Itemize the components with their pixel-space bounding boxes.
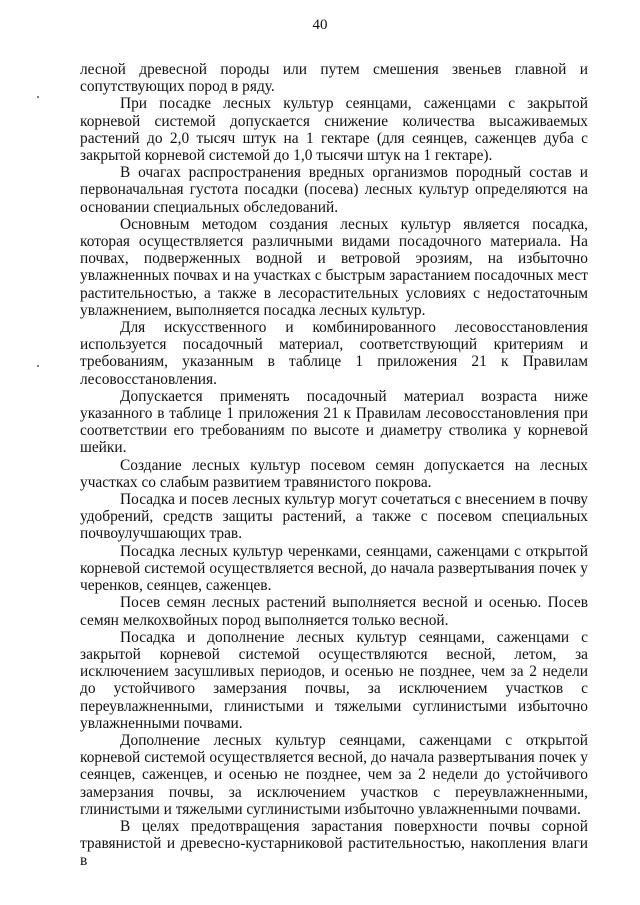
- margin-mark: [37, 96, 39, 98]
- paragraph: Основным методом создания лесных культур является посадка, которая осуществляется различными видами посадочного материала. На почвах, подверженных водной и ветровой эрозиям, на избыточно увлажненных почвах и на участках с быстрым зарастанием посадочных мест растительностью, а также в лесорастительных условиях с недостаточным увлажнением, выполняется посадка лесных культур.: [80, 215, 588, 319]
- paragraph: Посадка и посев лесных культур могут сочетаться с внесением в почву удобрений, средств защиты растений, а также с посевом специальных почвоулучшающих трав.: [80, 491, 588, 543]
- paragraph-continued: В целях предотвращения зарастания поверхности почвы сорной травянистой и древесно-кустарниковой растительностью, накопления влаги в: [80, 817, 588, 870]
- page-number: 40: [312, 17, 328, 33]
- paragraph: Посадка лесных культур черенками, сеянцами, саженцами с открытой корневой системой осуществляется весной, до начала развертывания почек у черенков, сеянцев, саженцев.: [80, 542, 588, 595]
- body-text: [80, 61, 588, 870]
- paragraph-continuation: лесной древесной породы или путем смешения звеньев главной и сопутствующих пород в ряду.: [80, 61, 588, 96]
- paragraph: Для искусственного и комбинированного лесовосстановления используется посадочный материал, соответствующий критериям и требованиям, указанным в таблице 1 приложения 21 к Правилам лесовосстановления.: [80, 319, 588, 388]
- paragraph: Создание лесных культур посевом семян допускается на лесных участках со слабым развитием травянистого покрова.: [80, 456, 588, 491]
- paragraph: Допускается применять посадочный материал возраста ниже указанного в таблице 1 приложения 21 к Правилам лесовосстановления при соответствии его требованиям по высоте и диаметру стволика у корневой шейки.: [80, 387, 588, 457]
- paragraph: В очагах распространения вредных организмов породный состав и первоначальная густота посадки (посева) лесных культур определяются на основании специальных обследований.: [80, 164, 588, 216]
- paragraph: Посадка и дополнение лесных культур сеянцами, саженцами с закрытой корневой системой осуществляются весной, летом, за исключением засушливых периодов, и осенью не позднее, чем за 2 недели до устойчивого замерзания почвы, за исключением участков с переувлажненными, глинистыми и тяжелыми суглинистыми избыточно увлажненными почвами.: [80, 628, 588, 732]
- paragraph: При посадке лесных культур сеянцами, саженцами с закрытой корневой системой допускается снижение количества высаживаемых растений до 2,0 тысяч штук на 1 гектаре (для сеянцев, саженцев дуба с закрытой корневой системой до 1,0 тысячи штук на 1 гектаре).: [80, 95, 588, 165]
- paragraph: Посев семян лесных растений выполняется весной и осенью. Посев семян мелкохвойных пород выполняется только весной.: [80, 594, 588, 629]
- margin-mark: [37, 365, 39, 367]
- paragraph: Дополнение лесных культур сеянцами, саженцами с открытой корневой системой осуществляется весной, до начала развертывания почек у сеянцев, саженцев, и осенью не позднее, чем за 2 недели до устойчивого замерзания почвы, за исключением участков с переувлажненными, глинистыми и тяжелыми суглинистыми избыточно увлажненными почвами.: [80, 731, 588, 818]
